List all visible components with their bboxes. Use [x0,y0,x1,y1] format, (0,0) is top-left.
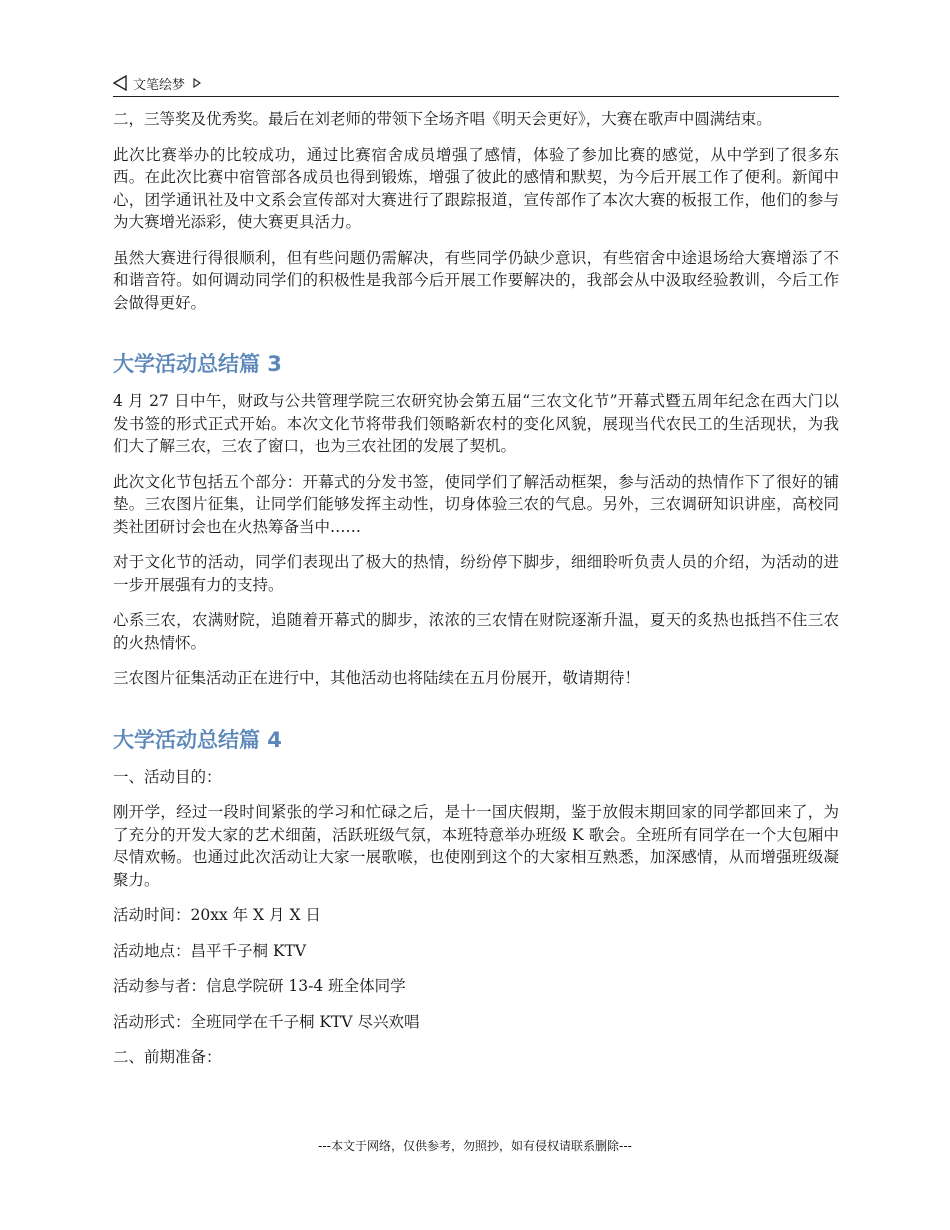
paragraph: 此次文化节包括五个部分：开幕式的分发书签，使同学们了解活动框架，参与活动的热情作下了很好的铺垫。三农图片征集，让同学们能够发挥主动性，切身体验三农的气息。另外，三农调研知识讲座，高校同类社团研讨会也在火热筹备当中…… [113,472,839,536]
paragraph: 活动时间：20xx 年 X 月 X 日 [113,906,321,924]
back-triangle-icon[interactable] [113,75,127,91]
document-body [113,108,839,1082]
paragraph: 4 月 27 日中午，财政与公共管理学院三农研究协会第五届“三农文化节”开幕式暨五周年纪念在西大门以发书签的形式正式开始。本次文化节将带我们领略新农村的变化风貌，展现当代农民工的生活现状，为我们大了解三农，三农了窗口，也为三农社团的发展了契机。 [113,392,839,455]
paragraph: 活动形式：全班同学在千子桐 KTV 尽兴欢唱 [113,1012,420,1031]
logo-text: 文笔绘梦 [133,77,186,93]
paragraph: 二，三等奖及优秀奖。最后在刘老师的带领下全场齐唱《明天会更好》，大赛在歌声中圆满结束。 [113,110,772,128]
section-heading: 大学活动总结篇 4 [113,727,282,752]
next-triangle-icon[interactable] [193,78,201,88]
paragraph: 活动地点：昌平千子桐 KTV [113,941,307,960]
page-footer-disclaimer: ---本文于网络，仅供参考，勿照抄，如有侵权请联系删除--- [318,1139,632,1153]
paragraph: 三农图片征集活动正在进行中，其他活动也将陆续在五月份展开，敬请期待！ [113,669,641,687]
paragraph: 活动参与者：信息学院研 13-4 班全体同学 [113,977,406,995]
paragraph: 二、前期准备： [113,1048,222,1066]
paragraph: 此次比赛举办的比较成功，通过比赛宿舍成员增强了感情，体验了参加比赛的感觉，从中学到了很多东西。在此次比赛中宿管部各成员也得到锻炼，增强了彼此的感情和默契，为今后开展工作了便利。新闻中心，团学通讯社及中文系会宣传部对大赛进行了跟踪报道，宣传部作了本次大赛的板报工作，他们的参与为大赛增光添彩，使大赛更具活力。 [113,145,839,231]
paragraph: 心系三农，农满财院，追随着开幕式的脚步，浓浓的三农情在财院逐渐升温，夏天的炙热也抵挡不住三农的火热情怀。 [113,611,839,652]
section-heading: 大学活动总结篇 3 [113,352,282,376]
paragraph: 刚开学，经过一段时间紧张的学习和忙碌之后，是十一国庆假期，鉴于放假末期回家的同学都回来了，为了充分的开发大家的艺术细菌，活跃班级气氛，本班特意举办班级 K 歌会。全班所有同学在一个大包厢中尽情欢畅。也通过此次活动让大家一展歌喉，也使刚到这个的大家相互熟悉，加深感情，从而增强班级凝聚力。 [113,803,839,889]
paragraph: 虽然大赛进行得很顺利，但有些问题仍需解决，有些同学仍缺少意识，有些宿舍中途退场给大赛增添了不和谐音符。如何调动同学们的积极性是我部今后开展工作要解决的，我部会从中汲取经验教训，今后工作会做得更好。 [113,248,839,312]
paragraph: 一、活动目的： [113,767,222,786]
paragraph: 对于文化节的活动，同学们表现出了极大的热情，纷纷停下脚步，细细聆听负责人员的介绍，为活动的进一步开展强有力的支持。 [113,553,839,594]
page-header [113,70,839,97]
